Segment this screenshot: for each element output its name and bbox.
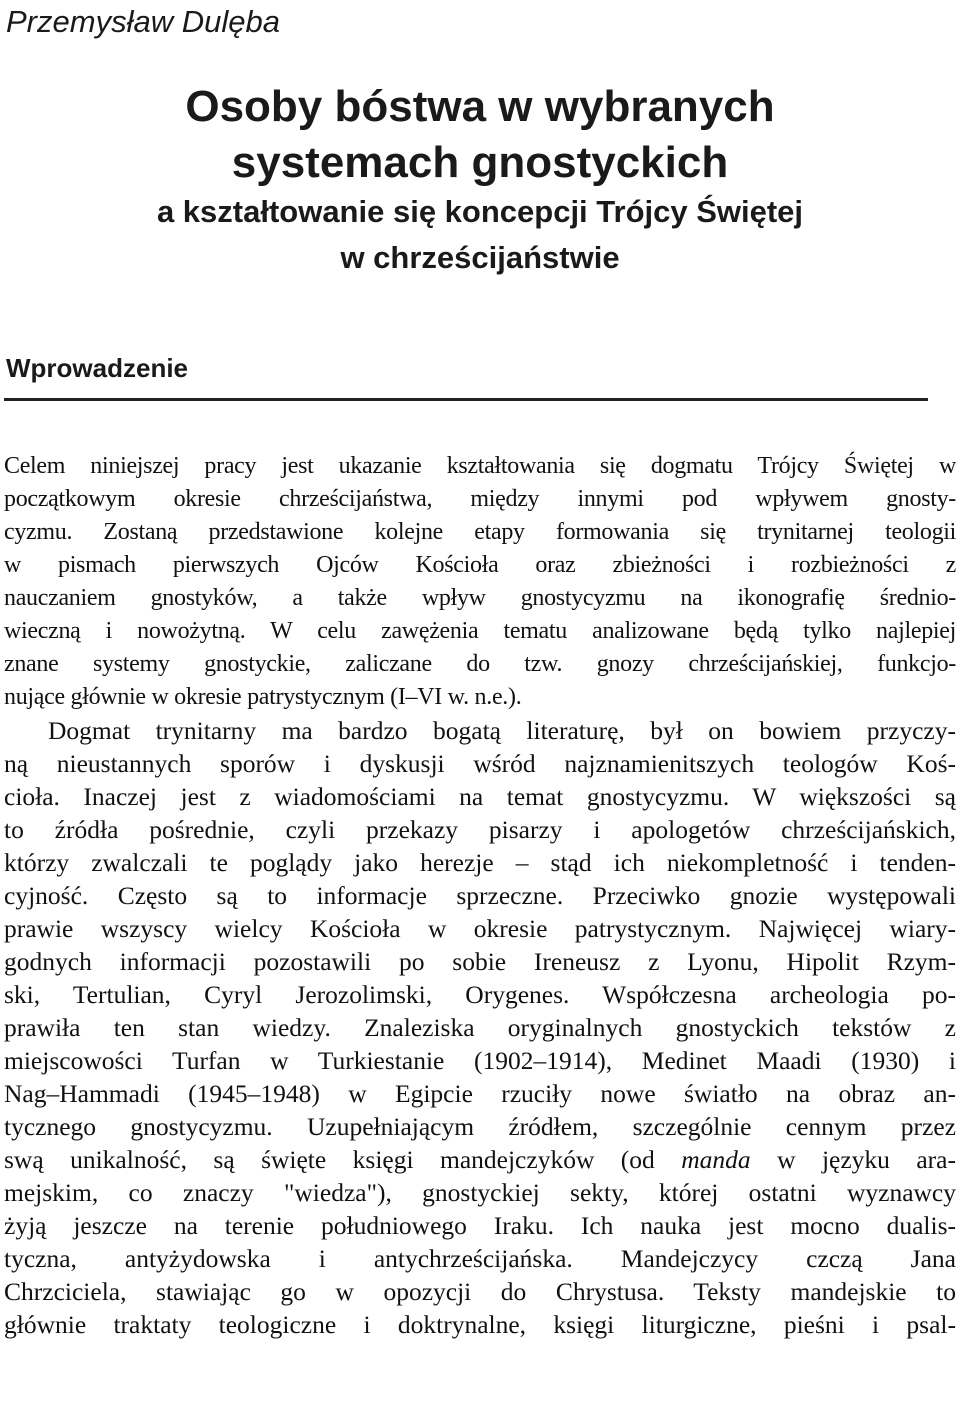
text-line: którzy zwalczali te poglądy jako herezje – stąd ich niekompletność i tenden- <box>4 848 956 877</box>
text-line: ski, Tertulian, Cyryl Jerozolimski, Orygenes. Współczesna archeologia po- <box>4 980 956 1009</box>
text-line: w pismach pierwszych Ojców Kościoła oraz zbieżności i rozbieżności z <box>4 552 956 578</box>
title-line-1: Osoby bóstwa w wybranych <box>185 82 775 131</box>
text-line: godnych informacji pozostawili po sobie Ireneusz z Lyonu, Hipolit Rzym- <box>4 947 956 976</box>
text-line: prawie wszyscy wielcy Kościoła w okresie patrystycznym. Najwięcej wiary- <box>4 914 956 943</box>
text-line: głównie traktaty teologiczne i doktrynalne, księgi liturgiczne, pieśni i psal- <box>4 1310 956 1339</box>
text-line: to źródła pośrednie, czyli przekazy pisarzy i apologetów chrześcijańskich, <box>4 815 956 844</box>
text-line: nujące głównie w okresie patrystycznym (I–VI w. n.e.). <box>4 684 522 710</box>
text-fragment: w języku ara- <box>750 1145 956 1174</box>
text-line: znane systemy gnostyckie, zaliczane do tzw. gnozy chrześcijańskiej, funkcjo- <box>4 651 956 677</box>
text-line: tycznego gnostycyzmu. Uzupełniającym źródłem, szczególnie cennym przez <box>4 1112 956 1141</box>
text-line: tyczna, antyżydowska i antychrześcijańska. Mandejczycy czczą Jana <box>4 1244 956 1273</box>
italic-term: manda <box>681 1145 751 1174</box>
text-line: mejskim, co znaczy "wiedza"), gnostyckiej sekty, której ostatni wyznawcy <box>4 1178 956 1207</box>
text-line: Nag–Hammadi (1945–1948) w Egipcie rzuciły nowe światło na obraz an- <box>4 1079 956 1108</box>
text-line: początkowym okresie chrześcijaństwa, między innymi pod wpływem gnosty- <box>4 486 956 512</box>
text-line: cyjność. Często są to informacje sprzeczne. Przeciwko gnozie występowali <box>4 881 956 910</box>
text-line: żyją jeszcze na terenie południowego Iraku. Ich nauka jest mocno dualis- <box>4 1211 956 1240</box>
text-line: Celem niniejszej pracy jest ukazanie kształtowania się dogmatu Trójcy Świętej w <box>4 453 956 479</box>
subtitle-line-2: w chrześcijaństwie <box>340 240 620 275</box>
title-line-2: systemach gnostyckich <box>231 138 729 187</box>
text-line: prawiła ten stan wiedzy. Znaleziska oryginalnych gnostyckich tekstów z <box>4 1013 956 1042</box>
paragraph-1 <box>4 450 956 714</box>
text-line: cioła. Inaczej jest z wiadomościami na temat gnostycyzmu. W większości są <box>4 782 956 811</box>
section-heading: Wprowadzenie <box>6 353 189 383</box>
section-divider <box>4 398 928 401</box>
body-text <box>4 450 956 1341</box>
text-line: cyzmu. Zostaną przedstawione kolejne etapy formowania się trynitarnej teologii <box>4 519 956 545</box>
text-line: miejscowości Turfan w Turkiestanie (1902–1914), Medinet Maadi (1930) i <box>4 1046 956 1075</box>
author-name: Przemysław Dulęba <box>6 4 280 39</box>
text-fragment: swą unikalność, są święte księgi mandejczyków (od <box>4 1145 682 1174</box>
text-line: Chrzciciela, stawiając go w opozycji do Chrystusa. Teksty mandejskie to <box>4 1277 956 1306</box>
text-line <box>4 1143 956 1176</box>
subtitle-line-1: a kształtowanie się koncepcji Trójcy Świętej <box>156 194 804 229</box>
text-line: wieczną i nowożytną. W celu zawężenia tematu analizowane będą tylko najlepiej <box>4 618 956 644</box>
text-line: Dogmat trynitarny ma bardzo bogatą literaturę, był on bowiem przyczy- <box>48 716 956 745</box>
paragraph-2 <box>4 714 956 1341</box>
text-line: nauczaniem gnostyków, a także wpływ gnostycyzmu na ikonografię średnio- <box>4 585 956 611</box>
text-line: ną nieustannych sporów i dyskusji wśród najznamienitszych teologów Koś- <box>4 749 956 778</box>
